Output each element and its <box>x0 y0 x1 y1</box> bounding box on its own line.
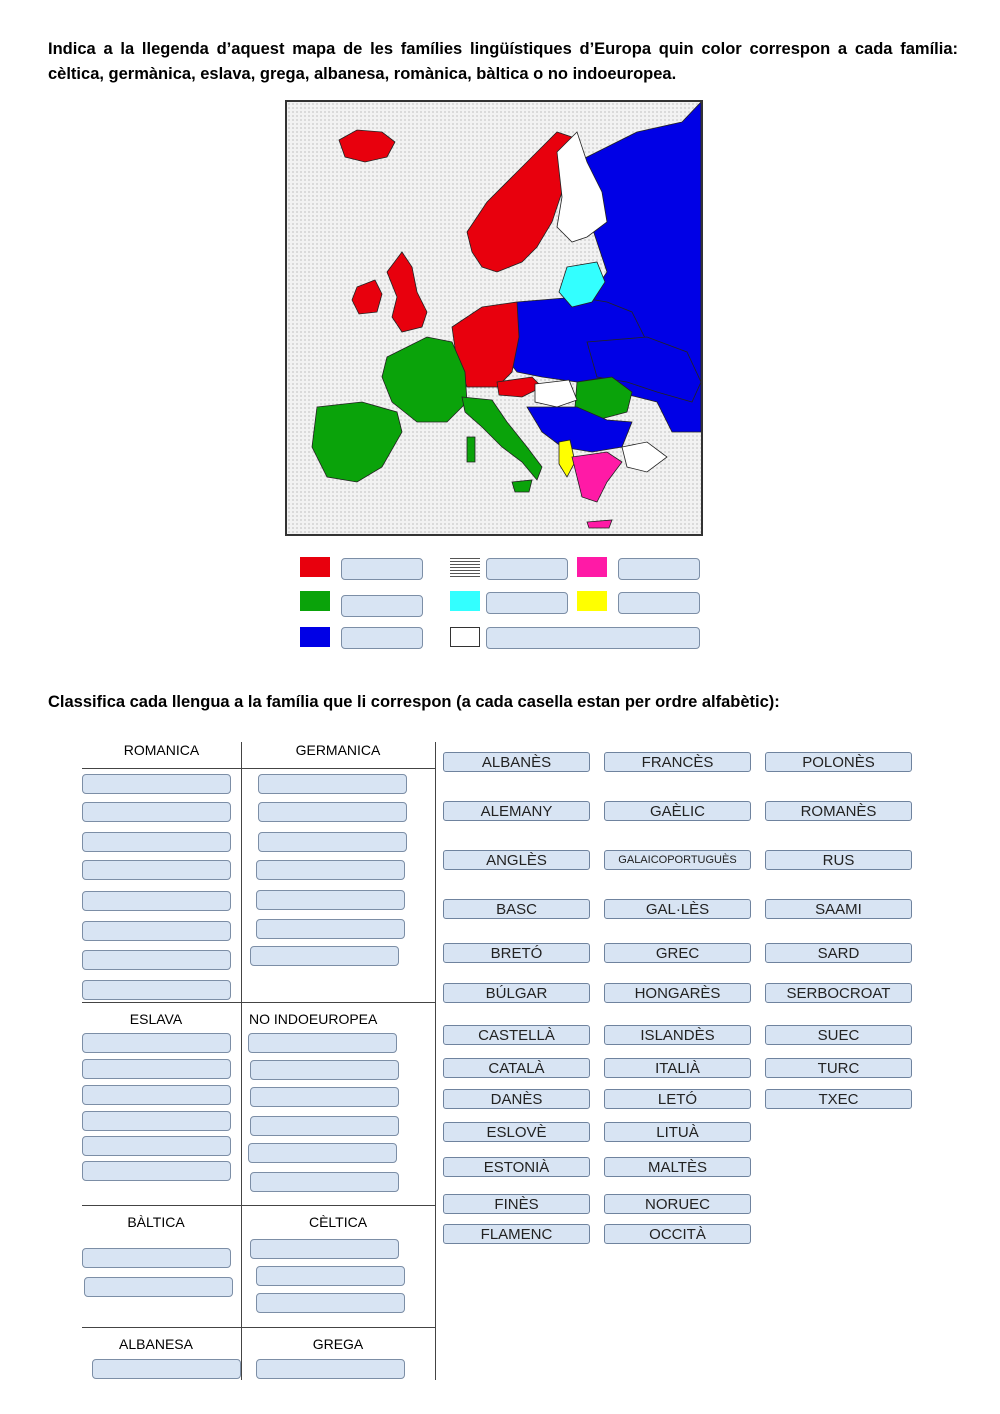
legend-swatch-magenta <box>577 557 607 577</box>
eslava-slot[interactable] <box>82 1033 231 1053</box>
legend-swatch-blue <box>300 627 330 647</box>
eslava-slot[interactable] <box>82 1085 231 1105</box>
language-tile[interactable]: ALBANÈS <box>443 752 590 772</box>
legend-answer-yellow[interactable] <box>618 592 700 614</box>
grid-right-border <box>435 742 436 1380</box>
language-tile[interactable]: LETÓ <box>604 1089 751 1109</box>
legend-answer-magenta[interactable] <box>618 558 700 580</box>
legend-answer-cyan[interactable] <box>486 592 568 614</box>
grega-slot[interactable] <box>256 1359 405 1379</box>
eslava-slot[interactable] <box>82 1111 231 1131</box>
language-tile[interactable]: DANÈS <box>443 1089 590 1109</box>
header-germanica: GERMANICA <box>295 742 381 758</box>
romanica-slot[interactable] <box>82 802 231 822</box>
language-tile[interactable]: BASC <box>443 899 590 919</box>
header-no-indoeuropea: NO INDOEUROPEA <box>249 1011 378 1027</box>
legend-swatch-green <box>300 591 330 611</box>
no-indoeuropea-slot[interactable] <box>248 1033 397 1053</box>
no-indoeuropea-slot[interactable] <box>250 1172 399 1192</box>
language-tile[interactable]: GREC <box>604 943 751 963</box>
legend-answer-striped[interactable] <box>486 558 568 580</box>
legend-swatch-striped <box>450 557 480 577</box>
language-tile[interactable]: FRANCÈS <box>604 752 751 772</box>
eslava-slot[interactable] <box>82 1136 231 1156</box>
grid-row-line-3 <box>82 1205 436 1206</box>
legend-swatch-white <box>450 627 480 647</box>
germanica-slot[interactable] <box>256 919 405 939</box>
language-tile[interactable]: GAÈLIC <box>604 801 751 821</box>
header-albanesa: ALBANESA <box>119 1336 193 1352</box>
romanica-slot[interactable] <box>82 774 231 794</box>
language-tile[interactable]: POLONÈS <box>765 752 912 772</box>
header-romanica: ROMANICA <box>123 742 200 758</box>
grid-row-line-4 <box>82 1327 436 1328</box>
language-tile[interactable]: SERBOCROAT <box>765 983 912 1003</box>
no-indoeuropea-slot[interactable] <box>250 1087 399 1107</box>
language-tile[interactable]: TXEC <box>765 1089 912 1109</box>
language-tile[interactable]: BRETÓ <box>443 943 590 963</box>
europe-map-drawing <box>287 102 701 534</box>
baltica-slot[interactable] <box>82 1248 231 1268</box>
map-region-sardinia <box>467 437 475 462</box>
germanica-slot[interactable] <box>258 802 407 822</box>
romanica-slot[interactable] <box>82 832 231 852</box>
language-tile[interactable]: FINÈS <box>443 1194 590 1214</box>
legend-swatch-cyan <box>450 591 480 611</box>
language-tile[interactable]: SARD <box>765 943 912 963</box>
header-baltica: BÀLTICA <box>127 1214 185 1230</box>
language-tile[interactable]: SAAMI <box>765 899 912 919</box>
eslava-slot[interactable] <box>82 1059 231 1079</box>
grid-row-line-1 <box>82 768 436 769</box>
language-tile[interactable]: FLAMENC <box>443 1224 590 1244</box>
language-tile[interactable]: LITUÀ <box>604 1122 751 1142</box>
language-tile[interactable]: GAL·LÈS <box>604 899 751 919</box>
no-indoeuropea-slot[interactable] <box>250 1116 399 1136</box>
header-eslava: ESLAVA <box>129 1011 183 1027</box>
language-tile[interactable]: CATALÀ <box>443 1058 590 1078</box>
map-region-sicily <box>512 480 532 492</box>
language-tile[interactable]: CASTELLÀ <box>443 1025 590 1045</box>
legend-swatch-red <box>300 557 330 577</box>
language-tile[interactable]: ESTONIÀ <box>443 1157 590 1177</box>
header-celtica: CÈLTICA <box>308 1214 368 1230</box>
romanica-slot[interactable] <box>82 980 231 1000</box>
legend-answer-green[interactable] <box>341 595 423 617</box>
map-region-iceland <box>339 130 395 162</box>
celtica-slot[interactable] <box>256 1293 405 1313</box>
map-region-crete <box>587 520 612 528</box>
language-tile[interactable]: ESLOVÈ <box>443 1122 590 1142</box>
language-tile[interactable]: NORUEC <box>604 1194 751 1214</box>
celtica-slot[interactable] <box>256 1266 405 1286</box>
header-grega: GREGA <box>312 1336 364 1352</box>
map-region-hungary <box>535 380 577 407</box>
germanica-slot[interactable] <box>258 832 407 852</box>
germanica-slot[interactable] <box>256 860 405 880</box>
germanica-slot[interactable] <box>256 890 405 910</box>
language-tile[interactable]: BÚLGAR <box>443 983 590 1003</box>
map-instructions: Indica a la llegenda d’aquest mapa de les famílies lingüístiques d’Europa quin color correspon a cada família: cèltica, germànica, eslava, grega, albanesa, romànica, bàltica o no indoeuropea. <box>48 40 958 83</box>
map-region-greece <box>572 452 622 502</box>
no-indoeuropea-slot[interactable] <box>248 1143 397 1163</box>
baltica-slot[interactable] <box>84 1277 233 1297</box>
legend-swatch-yellow <box>577 591 607 611</box>
legend-answer-red[interactable] <box>341 558 423 580</box>
language-tile[interactable]: ALEMANY <box>443 801 590 821</box>
map-region-ireland <box>352 280 382 314</box>
map-region-france <box>382 337 467 422</box>
language-tile[interactable]: ISLANDÈS <box>604 1025 751 1045</box>
map-region-turkey <box>622 442 667 472</box>
language-tile[interactable]: HONGARÈS <box>604 983 751 1003</box>
language-tile[interactable]: RUS <box>765 850 912 870</box>
map-region-finland <box>557 132 607 242</box>
language-tile[interactable]: OCCITÀ <box>604 1224 751 1244</box>
eslava-slot[interactable] <box>82 1161 231 1181</box>
germanica-slot[interactable] <box>258 774 407 794</box>
grid-vertical-divider <box>241 742 242 1380</box>
language-tile[interactable]: TURC <box>765 1058 912 1078</box>
romanica-slot[interactable] <box>82 891 231 911</box>
map-region-britain <box>387 252 427 332</box>
language-tile[interactable]: ITALIÀ <box>604 1058 751 1078</box>
germanica-slot[interactable] <box>250 946 399 966</box>
europe-map <box>285 100 703 536</box>
classify-instructions: Classifica cada llengua a la família que li correspon (a cada casella estan per ordre alfabètic): <box>48 693 780 711</box>
no-indoeuropea-slot[interactable] <box>250 1060 399 1080</box>
map-region-iberia <box>312 402 402 482</box>
romanica-slot[interactable] <box>82 921 231 941</box>
celtica-slot[interactable] <box>250 1239 399 1259</box>
language-tile[interactable]: ROMANÈS <box>765 801 912 821</box>
albanesa-slot[interactable] <box>92 1359 241 1379</box>
romanica-slot[interactable] <box>82 950 231 970</box>
romanica-slot[interactable] <box>82 860 231 880</box>
map-region-scandinavia <box>467 132 572 272</box>
legend-answer-blue[interactable] <box>341 627 423 649</box>
legend-answer-white[interactable] <box>486 627 700 649</box>
language-tile[interactable]: MALTÈS <box>604 1157 751 1177</box>
language-tile[interactable]: SUEC <box>765 1025 912 1045</box>
language-tile[interactable]: ANGLÈS <box>443 850 590 870</box>
language-tile[interactable]: GALAICOPORTUGUÈS <box>604 850 751 870</box>
grid-row-line-2 <box>82 1002 436 1003</box>
